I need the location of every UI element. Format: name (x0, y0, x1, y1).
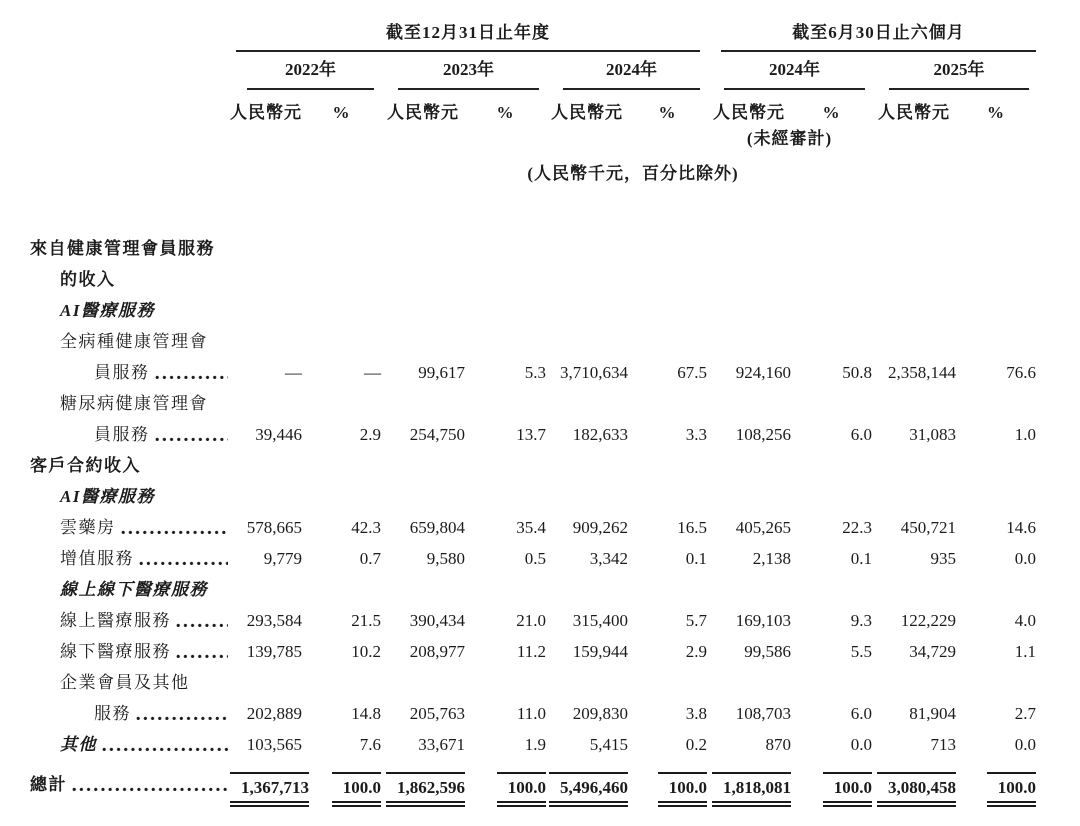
currency-header: 人民幣元 (713, 103, 785, 123)
cell-value: 4.0 (1014, 611, 1036, 631)
cell-value: 5,496,460 (546, 755, 628, 807)
cell-value (956, 259, 1036, 290)
cell-value (791, 569, 872, 600)
cell-value (956, 290, 1036, 321)
cell-value: 2.9 (685, 642, 707, 662)
cell-value (872, 321, 956, 352)
cell-value: 390,434 (409, 611, 465, 631)
table-row (30, 662, 1036, 693)
cell-value: 3,080,458 (872, 755, 956, 807)
cell-value: 205,763 (409, 704, 465, 724)
cell-value (628, 476, 707, 507)
row-label-text: AI醫療服務 (60, 301, 155, 321)
cell-value: 31,083 (909, 425, 956, 445)
cell-value: 169,103 (735, 611, 791, 631)
cell-value: 209,830 (572, 704, 628, 724)
cell-value: 3,342 (589, 549, 628, 569)
year-header: 2024年 (724, 60, 865, 90)
header-body-gap (30, 184, 1036, 228)
unaudited-note: (未經審計) (746, 129, 833, 149)
cell-value (628, 259, 707, 290)
cell-value: 100.0 (956, 755, 1036, 807)
row-label-text: 員服務 (94, 363, 150, 383)
cell-value: 293,584 (246, 611, 302, 631)
cell-value: 11.2 (516, 642, 546, 662)
cell-value (465, 569, 546, 600)
cell-value: 3,710,634 (560, 363, 628, 383)
cell-value: 9,779 (263, 549, 302, 569)
cell-value: 0.0 (1014, 549, 1036, 569)
row-label-text: 服務 (94, 704, 131, 724)
cell-value (465, 321, 546, 352)
cell-value (872, 569, 956, 600)
annual-group-cell (230, 14, 707, 52)
cell-value: 122,229 (900, 611, 956, 631)
cell-value (465, 228, 546, 259)
cell-value (707, 228, 791, 259)
cell-value: 100.0 (791, 755, 872, 807)
cell-value (707, 321, 791, 352)
row-label-text: 企業會員及其他 (60, 673, 190, 693)
cell-value (628, 445, 707, 476)
cell-value: 76.6 (1006, 363, 1036, 383)
cell-value (302, 476, 381, 507)
cell-value: 5,415 (589, 735, 628, 755)
year-header: 2024年 (563, 60, 700, 90)
financial-table (30, 14, 1036, 807)
cell-value: 22.3 (842, 518, 872, 538)
dot-leader (155, 437, 229, 442)
cell-value (546, 662, 628, 693)
cell-value (872, 476, 956, 507)
row-label (30, 755, 230, 807)
row-label-text: 客戶合約收入 (30, 456, 141, 476)
cell-value: 2.7 (1014, 704, 1036, 724)
cell-value: 182,633 (572, 425, 628, 445)
row-label (30, 724, 230, 755)
cell-value (872, 290, 956, 321)
row-label (30, 538, 230, 569)
cell-value (381, 662, 465, 693)
dot-leader (155, 375, 229, 380)
cell-value (956, 476, 1036, 507)
dot-leader (121, 530, 229, 535)
cell-value (302, 228, 381, 259)
cell-value (707, 259, 791, 290)
cell-value (546, 445, 628, 476)
cell-value (465, 290, 546, 321)
cell-value: 0.7 (359, 549, 381, 569)
cell-value: 2.9 (359, 425, 381, 445)
dot-leader (176, 623, 228, 628)
cell-value (230, 290, 302, 321)
cell-value: 139,785 (246, 642, 302, 662)
row-label-text: 線上線下醫療服務 (60, 580, 208, 600)
row-label (30, 414, 230, 445)
row-label (30, 290, 230, 321)
cell-value: 5.3 (524, 363, 546, 383)
row-label-text: 線上醫療服務 (60, 611, 171, 631)
table-row (30, 538, 1036, 569)
cell-value (230, 383, 302, 414)
cell-value: 42.3 (351, 518, 381, 538)
cell-value (230, 321, 302, 352)
cell-value (302, 662, 381, 693)
cell-value (628, 228, 707, 259)
cell-value: 33,671 (418, 735, 465, 755)
table-row (30, 724, 1036, 755)
cell-value (381, 259, 465, 290)
year-header: 2022年 (247, 60, 374, 90)
cell-value (302, 290, 381, 321)
row-label (30, 662, 230, 693)
cell-value (956, 662, 1036, 693)
cell-value (381, 228, 465, 259)
dot-leader (72, 787, 228, 792)
cell-value (707, 476, 791, 507)
total-row (30, 755, 1036, 807)
cell-value (230, 476, 302, 507)
row-label-text: 其他 (60, 735, 97, 755)
cell-value: 713 (930, 735, 956, 755)
cell-value (546, 290, 628, 321)
dot-leader (102, 747, 228, 752)
period-group-row (30, 14, 1036, 52)
label-column-spacer (30, 149, 230, 184)
cell-value: 21.5 (351, 611, 381, 631)
cell-value: 5.5 (850, 642, 872, 662)
cell-value (872, 662, 956, 693)
cell-value (465, 445, 546, 476)
cell-value (707, 569, 791, 600)
row-label (30, 445, 230, 476)
row-label (30, 569, 230, 600)
cell-value (230, 662, 302, 693)
percent-header: % (822, 103, 841, 123)
row-label-text: 員服務 (94, 425, 150, 445)
cell-value: 2,358,144 (888, 363, 956, 383)
cell-value (872, 445, 956, 476)
row-label-text: 雲藥房 (60, 518, 116, 538)
cell-value (465, 383, 546, 414)
row-label-text: 全病種健康管理會 (60, 332, 208, 352)
cell-value: 108,256 (735, 425, 791, 445)
cell-value (628, 383, 707, 414)
cell-value (791, 383, 872, 414)
table-row (30, 631, 1036, 662)
year-header: 2025年 (889, 60, 1029, 90)
percent-header: % (987, 103, 1005, 123)
year-header-row (30, 52, 1036, 90)
cell-value: 1,862,596 (381, 755, 465, 807)
cell-value: 81,904 (909, 704, 956, 724)
row-label (30, 631, 230, 662)
cell-value: 450,721 (900, 518, 956, 538)
cell-value: 0.2 (685, 735, 707, 755)
cell-value: 909,262 (572, 518, 628, 538)
cell-value (230, 569, 302, 600)
table-row (30, 352, 1036, 383)
row-label-text: 來自健康管理會員服務 (30, 239, 215, 259)
cell-value: 3.3 (685, 425, 707, 445)
unit-note-row (30, 149, 1036, 184)
cell-value: 0.0 (850, 735, 872, 755)
cell-value (628, 662, 707, 693)
cell-value: 6.0 (850, 425, 872, 445)
cell-value (872, 259, 956, 290)
cell-value: 67.5 (677, 363, 707, 383)
cell-value: 10.2 (351, 642, 381, 662)
cell-value (791, 662, 872, 693)
cell-value (791, 290, 872, 321)
cell-value (956, 383, 1036, 414)
cell-value (546, 383, 628, 414)
row-label-text: AI醫療服務 (60, 487, 155, 507)
percent-header: % (658, 103, 677, 123)
cell-value: 578,665 (246, 518, 302, 538)
cell-value (302, 259, 381, 290)
row-label (30, 228, 230, 259)
cell-value: 50.8 (842, 363, 872, 383)
table-row (30, 507, 1036, 538)
cell-value (302, 569, 381, 600)
table-row (30, 290, 1036, 321)
cell-value (791, 321, 872, 352)
cell-value (707, 290, 791, 321)
annual-period-header: 截至12月31日止年度 (236, 23, 700, 52)
row-label (30, 600, 230, 631)
cell-value (302, 445, 381, 476)
column-header-row (30, 90, 1036, 123)
row-label (30, 693, 230, 724)
table-row (30, 569, 1036, 600)
label-column-spacer (30, 52, 230, 90)
cell-value: 0.0 (1014, 735, 1036, 755)
cell-value (707, 383, 791, 414)
table-row (30, 476, 1036, 507)
cell-value (381, 476, 465, 507)
cell-value: 254,750 (409, 425, 465, 445)
table-row (30, 445, 1036, 476)
interim-group-cell (707, 14, 1036, 52)
table-body (30, 228, 1036, 807)
cell-value (791, 259, 872, 290)
row-label-text: 總計 (30, 775, 67, 795)
cell-value: 935 (930, 549, 956, 569)
cell-value: 21.0 (516, 611, 546, 631)
cell-value: 2,138 (752, 549, 791, 569)
cell-value: 1,818,081 (707, 755, 791, 807)
percent-header: % (496, 103, 515, 123)
cell-value (465, 476, 546, 507)
row-label-text: 線下醫療服務 (60, 642, 171, 662)
cell-value (381, 569, 465, 600)
cell-value: 202,889 (246, 704, 302, 724)
cell-value: 16.5 (677, 518, 707, 538)
row-label (30, 259, 230, 290)
cell-value: 315,400 (572, 611, 628, 631)
table-row (30, 414, 1036, 445)
cell-value: 208,977 (409, 642, 465, 662)
row-label (30, 507, 230, 538)
cell-value (546, 569, 628, 600)
cell-value: 6.0 (850, 704, 872, 724)
cell-value: 14.6 (1006, 518, 1036, 538)
cell-value (381, 383, 465, 414)
currency-header: 人民幣元 (387, 103, 459, 123)
unaudited-note-row (30, 123, 1036, 149)
cell-value (546, 476, 628, 507)
cell-value (230, 445, 302, 476)
cell-value: 159,944 (572, 642, 628, 662)
cell-value (546, 228, 628, 259)
cell-value: 405,265 (735, 518, 791, 538)
cell-value (956, 569, 1036, 600)
cell-value (707, 445, 791, 476)
row-label (30, 352, 230, 383)
cell-value: — (285, 363, 302, 383)
cell-value: 35.4 (516, 518, 546, 538)
cell-value (707, 662, 791, 693)
cell-value (628, 569, 707, 600)
row-label-text: 的收入 (60, 270, 116, 290)
cell-value: 870 (765, 735, 791, 755)
cell-value: 100.0 (628, 755, 707, 807)
table-row (30, 383, 1036, 414)
table-row (30, 693, 1036, 724)
cell-value (230, 228, 302, 259)
cell-value (465, 662, 546, 693)
cell-value (956, 445, 1036, 476)
cell-value: 9,580 (426, 549, 465, 569)
cell-value: 11.0 (516, 704, 546, 724)
cell-value (956, 228, 1036, 259)
table-row (30, 259, 1036, 290)
cell-value: 0.1 (685, 549, 707, 569)
percent-header: % (332, 103, 351, 123)
table-row (30, 321, 1036, 352)
cell-value (302, 383, 381, 414)
cell-value: 3.8 (685, 704, 707, 724)
currency-header: 人民幣元 (230, 103, 302, 123)
interim-period-header: 截至6月30日止六個月 (721, 23, 1036, 52)
cell-value: 924,160 (735, 363, 791, 383)
cell-value: 1.0 (1014, 425, 1036, 445)
cell-value: 108,703 (735, 704, 791, 724)
row-label (30, 321, 230, 352)
cell-value (791, 445, 872, 476)
cell-value (230, 259, 302, 290)
dot-leader (176, 654, 228, 659)
cell-value: 39,446 (255, 425, 302, 445)
dot-leader (139, 561, 228, 566)
cell-value: 1.1 (1014, 642, 1036, 662)
dot-leader (136, 716, 228, 721)
cell-value (872, 228, 956, 259)
cell-value: 99,586 (744, 642, 791, 662)
cell-value: 1,367,713 (230, 755, 302, 807)
table-row (30, 228, 1036, 259)
cell-value: 100.0 (302, 755, 381, 807)
cell-value (628, 321, 707, 352)
row-label-text: 糖尿病健康管理會 (60, 394, 208, 414)
cell-value: 99,617 (418, 363, 465, 383)
cell-value: — (364, 363, 381, 383)
cell-value: 13.7 (516, 425, 546, 445)
cell-value (546, 321, 628, 352)
label-column-spacer (30, 90, 230, 123)
cell-value: 0.1 (850, 549, 872, 569)
cell-value: 1.9 (524, 735, 546, 755)
cell-value (956, 321, 1036, 352)
row-label (30, 383, 230, 414)
label-column-spacer (30, 14, 230, 52)
cell-value (791, 476, 872, 507)
cell-value (546, 259, 628, 290)
year-header: 2023年 (398, 60, 539, 90)
cell-value (302, 321, 381, 352)
cell-value: 659,804 (409, 518, 465, 538)
cell-value (381, 321, 465, 352)
cell-value (381, 445, 465, 476)
cell-value: 14.8 (351, 704, 381, 724)
unit-note: (人民幣千元，百分比除外) (527, 164, 739, 184)
currency-header: 人民幣元 (551, 103, 623, 123)
cell-value: 103,565 (246, 735, 302, 755)
cell-value (465, 259, 546, 290)
cell-value: 9.3 (850, 611, 872, 631)
cell-value: 0.5 (524, 549, 546, 569)
cell-value (381, 290, 465, 321)
row-label-text: 增值服務 (60, 549, 134, 569)
currency-header: 人民幣元 (878, 103, 950, 123)
cell-value (791, 228, 872, 259)
row-label (30, 476, 230, 507)
cell-value (628, 290, 707, 321)
cell-value: 5.7 (685, 611, 707, 631)
cell-value: 100.0 (465, 755, 546, 807)
cell-value: 7.6 (359, 735, 381, 755)
cell-value (872, 383, 956, 414)
cell-value: 34,729 (909, 642, 956, 662)
table-row (30, 600, 1036, 631)
